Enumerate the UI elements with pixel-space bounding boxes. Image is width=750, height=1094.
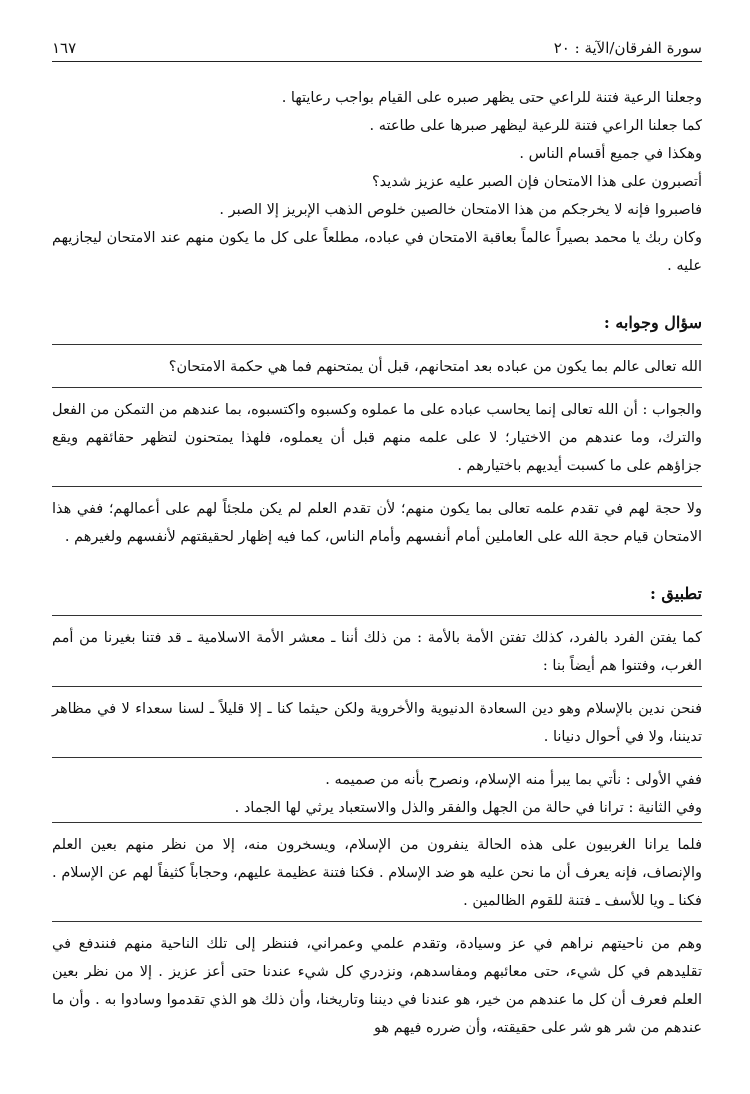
text-line: ففي الأولى : نأتي بما يبرأ منه الإسلام، ونصرح بأنه من صميمه .: [325, 772, 702, 788]
paragraph: وكان ربك يا محمد بصيراً عالماً بعاقبة الامتحان في عباده، مطلعاً على كل ما يكون منهم عند الامتحان ليجازيهم عليه .: [52, 230, 702, 274]
paragraph-question: الله تعالى عالم بما يكون من عباده بعد امتحانهم، قبل أن يمتحنهم فما هي حكمة الامتحان؟: [168, 359, 702, 375]
page-number: ١٦٧: [52, 39, 77, 57]
text-line: أتصبرون على هذا الامتحان فإن الصبر عليه عزيز شديد؟: [371, 174, 702, 190]
divider: [52, 486, 702, 487]
divider: [52, 686, 702, 687]
paragraph: فنحن ندين بالإسلام وهو دين السعادة الدنيوية والأخروية ولكن حيثما كنا ـ إلا قليلاً ـ لسنا سعداء لا في مظاهر تديننا، ولا في أحوال دنيانا .: [52, 701, 702, 745]
paragraph: كما يفتن الفرد بالفرد، كذلك تفتن الأمة بالأمة : من ذلك أننا ـ معشر الأمة الاسلامية ـ قد فتنا بغيرنا من أمم الغرب، وفتنوا هم أيضاً بنا :: [52, 630, 702, 674]
divider: [52, 822, 702, 823]
divider: [52, 344, 702, 345]
page-content: [52, 62, 702, 1042]
section-heading-question: سؤال وجوابه :: [603, 313, 702, 332]
divider: [52, 615, 702, 616]
section-heading-application: تطبيق :: [649, 584, 702, 603]
paragraph-note: ولا حجة لهم في تقدم علمه تعالى بما يكون منهم؛ لأن تقدم العلم لم يكن ملجئاً لهم على أعمالهم؛ ففي هذا الامتحان قيام حجة الله على العاملين أمام أنفسهم وأمام الناس، كما فيه إظهار لحقيقتهم لأنفسهم ولغيرهم .: [52, 501, 702, 545]
divider: [52, 387, 702, 388]
divider: [52, 757, 702, 758]
text-line: وفي الثانية : ترانا في حالة من الجهل والفقر والذل والاستعباد يرثي لها الجماد .: [234, 800, 702, 816]
paragraph: فلما يرانا الغربيون على هذه الحالة ينفرون من الإسلام، ويسخرون منه، إلا من نظر منهم بعين العلم والإنصاف، فإنه يعرف أن ما نحن عليه هو ضد الإسلام . فكنا فتنة عظيمة عليهم، وحجاباً كثيفاً لهم عن الإسلام . فكنا ـ ويا للأسف ـ فتنة للقوم الظالمين .: [52, 837, 702, 909]
divider: [52, 921, 702, 922]
paragraph: وهم من ناحيتهم نراهم في عز وسيادة، وتقدم علمي وعمراني، فننظر إلى تلك الناحية منهم فنندفع في تقليدهم في كل شيء، حتى معائبهم ومفاسدهم، ونزدري كل شيء عندنا حتى أعز عزيز . إلا من نظر بعين العلم فعرف أن كل ما عندهم من خير، هو عندنا في ديننا وتاريخنا، وأن ذلك هو الذي تقدموا وسادوا به . وأن ما عندهم من شر هو شر على حقيقته، وأن ضرره فيهم هو: [52, 936, 702, 1036]
paragraph-answer: والجواب : أن الله تعالى إنما يحاسب عباده على ما عملوه وكسبوه واكتسبوه، بما عندهم من التمكن من الفعل والترك، وما عندهم من الاختيار؛ لا على علمه منهم قبل أن يعملوه، فلهذا يمتحنون لتظهر حقائقهم ويقع جزاؤهم على ما كسبت أيديهم باختيارهم .: [52, 402, 702, 474]
text-line: وهكذا في جميع أقسام الناس .: [519, 146, 702, 162]
text-line: كما جعلنا الراعي فتنة للرعية ليظهر صبرها على طاعته .: [369, 118, 702, 134]
text-line: وجعلنا الرعية فتنة للراعي حتى يظهر صبره على القيام بواجب رعايتها .: [281, 90, 702, 106]
running-header: [52, 0, 702, 62]
text-line: فاصبروا فإنه لا يخرجكم من هذا الامتحان خالصين خلوص الذهب الإبريز إلا الصبر .: [219, 202, 702, 218]
header-title: سورة الفرقان/الآية : ٢٠: [553, 39, 702, 57]
